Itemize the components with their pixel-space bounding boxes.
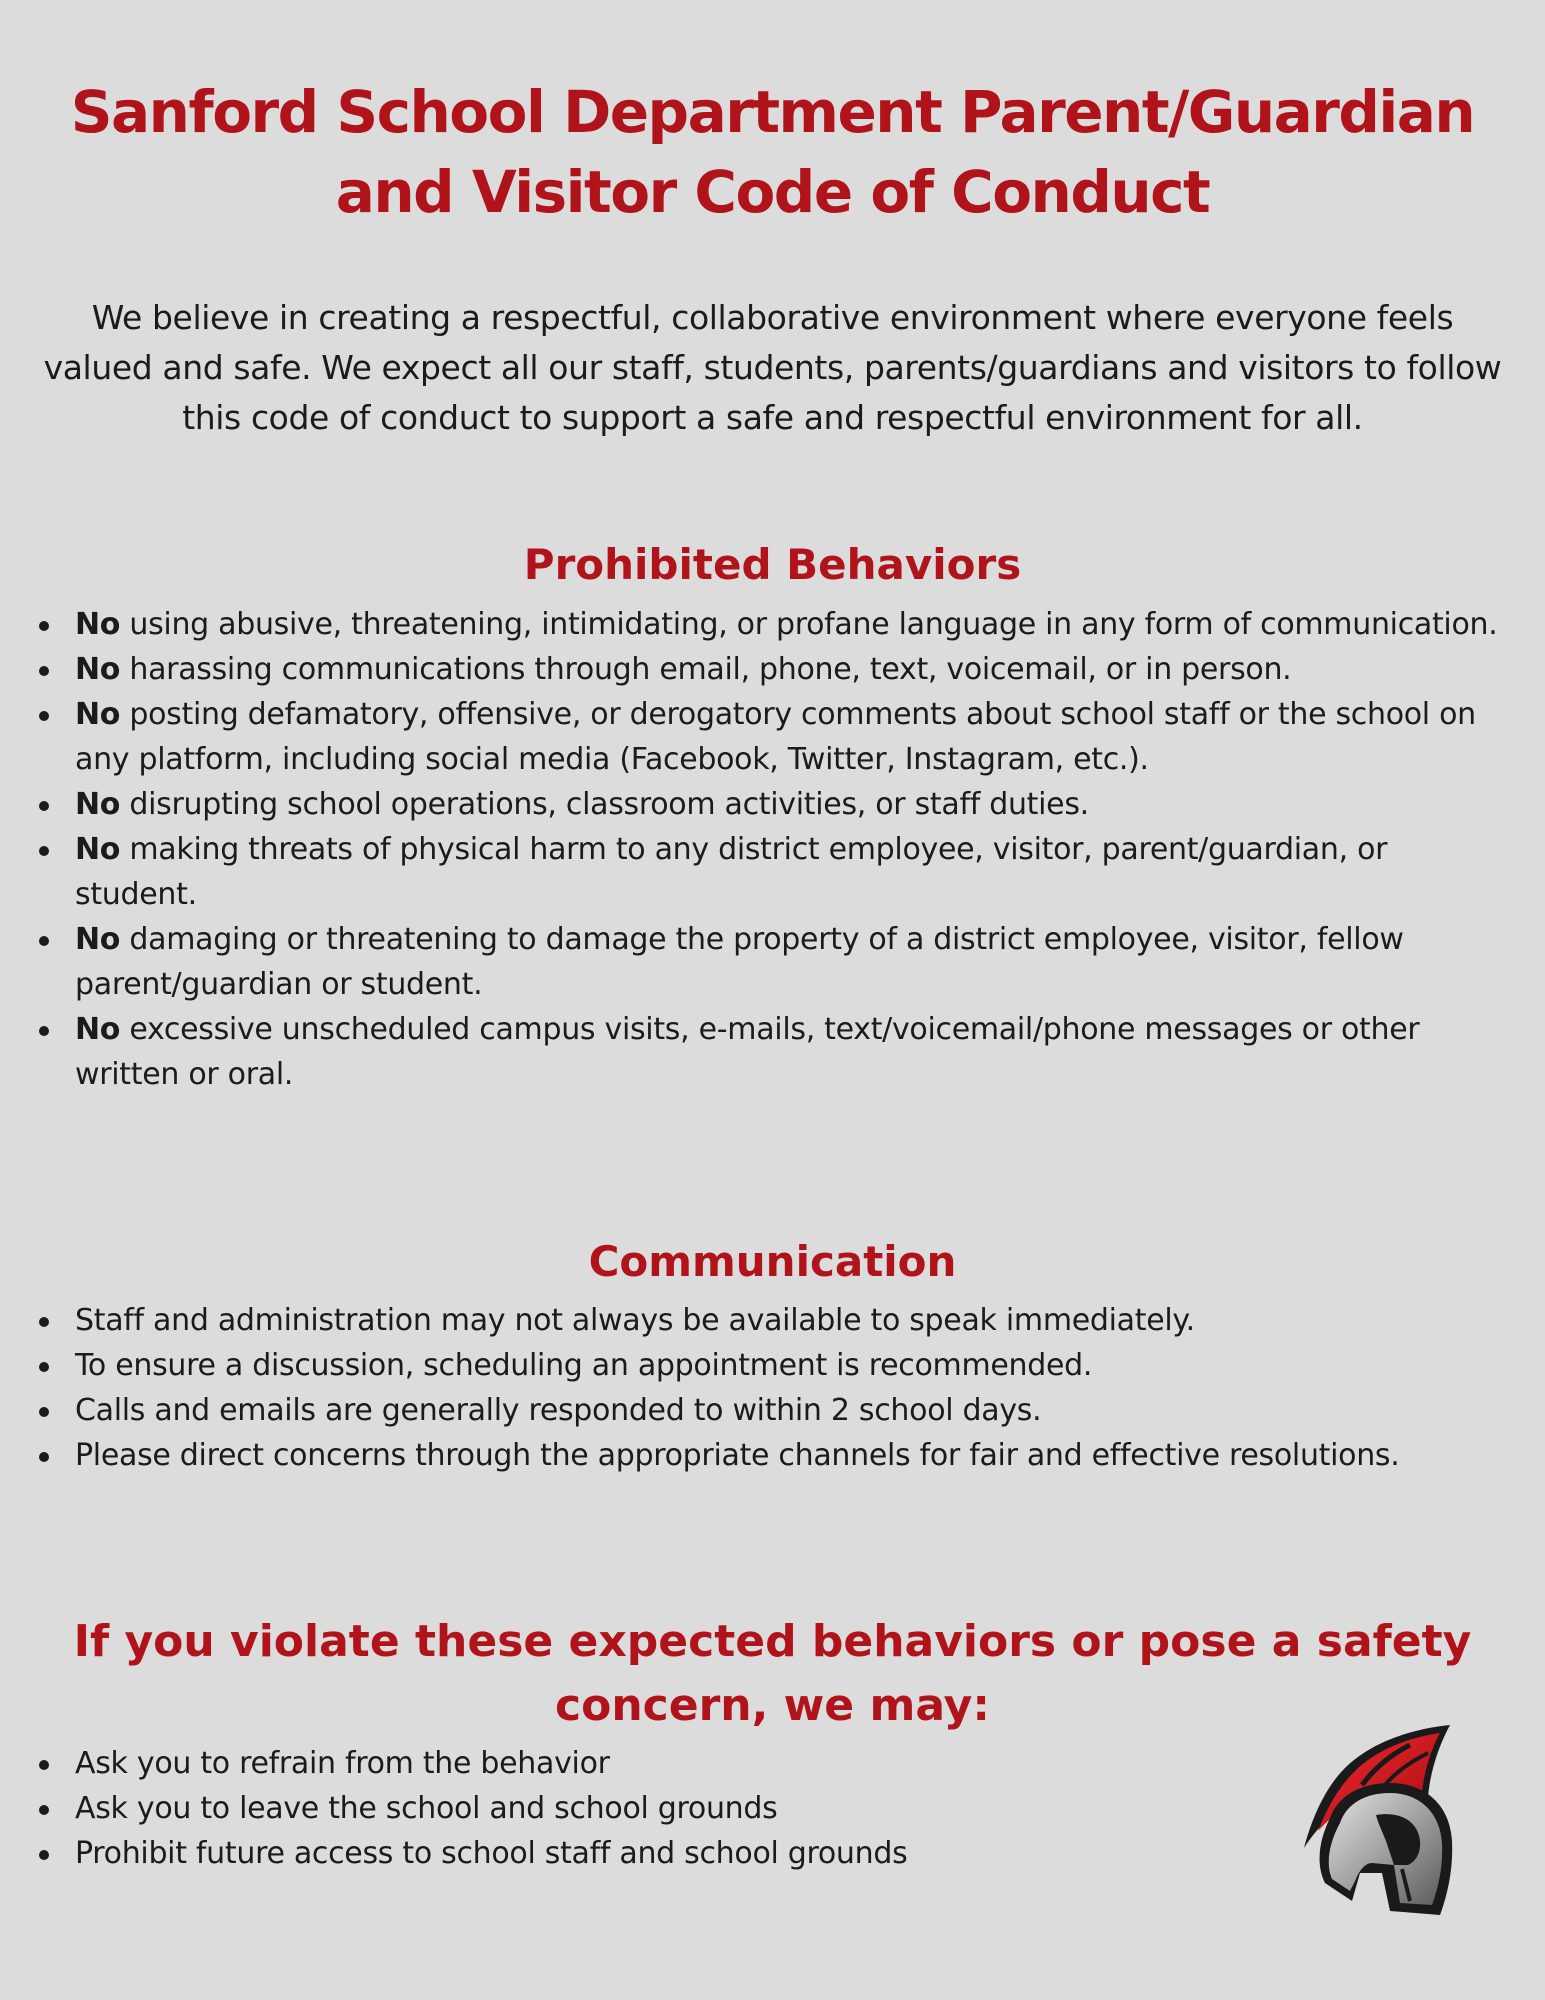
list-item <box>0 827 1500 917</box>
no-label: No <box>75 697 121 732</box>
list-item: To ensure a discussion, scheduling an appointment is recommended. <box>0 1343 1500 1388</box>
list-item-text: making threats of physical harm to any district employee, visitor, parent/guardian, or student. <box>75 832 1388 912</box>
communication-heading: Communication <box>588 1237 957 1286</box>
no-label: No <box>75 1012 121 1047</box>
list-item <box>0 692 1500 782</box>
list-item: Staff and administration may not always be available to speak immediately. <box>0 1298 1500 1343</box>
spartan-helmet-icon <box>1290 1723 1465 1918</box>
no-label: No <box>75 607 121 642</box>
list-item: Please direct concerns through the appropriate channels for fair and effective resolutions. <box>0 1433 1500 1478</box>
list-item-text: using abusive, threatening, intimidating, or profane language in any form of communication. <box>120 607 1498 642</box>
list-item <box>0 647 1500 692</box>
list-item <box>0 602 1500 647</box>
prohibited-behaviors-heading: Prohibited Behaviors <box>523 540 1022 589</box>
list-item: Ask you to refrain from the behavior <box>0 1741 1500 1786</box>
list-item-text: posting defamatory, offensive, or derogatory comments about school staff or the school on any platform, including social media (Facebook, Twitter, Instagram, etc.). <box>75 697 1476 777</box>
list-item <box>0 782 1500 827</box>
list-item: Calls and emails are generally responded to within 2 school days. <box>0 1388 1500 1433</box>
list-item-text: disrupting school operations, classroom activities, or staff duties. <box>120 787 1089 822</box>
page-title: Sanford School Department Parent/Guardian and Visitor Code of Conduct <box>70 78 1475 226</box>
list-item-text: damaging or threatening to damage the property of a district employee, visitor, fellow parent/guardian or student. <box>75 922 1404 1002</box>
list-item <box>0 917 1500 1007</box>
consequences-list <box>0 1741 1500 1876</box>
list-item <box>0 1007 1500 1097</box>
consequences-heading: If you violate these expected behaviors or pose a safety concern, we may: <box>73 1616 1472 1731</box>
prohibited-behaviors-list <box>0 602 1500 1097</box>
intro-paragraph: We believe in creating a respectful, collaborative environment where everyone feels valued and safe. We expect all our staff, students, parents/guardians and visitors to follow this code of conduct to support a safe and respectful environment for all. <box>43 298 1502 437</box>
list-item: Prohibit future access to school staff and school grounds <box>0 1831 1500 1876</box>
no-label: No <box>75 922 121 957</box>
no-label: No <box>75 652 121 687</box>
list-item: Ask you to leave the school and school grounds <box>0 1786 1500 1831</box>
no-label: No <box>75 832 121 867</box>
communication-list <box>0 1298 1500 1478</box>
list-item-text: harassing communications through email, phone, text, voicemail, or in person. <box>120 652 1292 687</box>
list-item-text: excessive unscheduled campus visits, e-mails, text/voicemail/phone messages or other written or oral. <box>75 1012 1420 1092</box>
no-label: No <box>75 787 121 822</box>
